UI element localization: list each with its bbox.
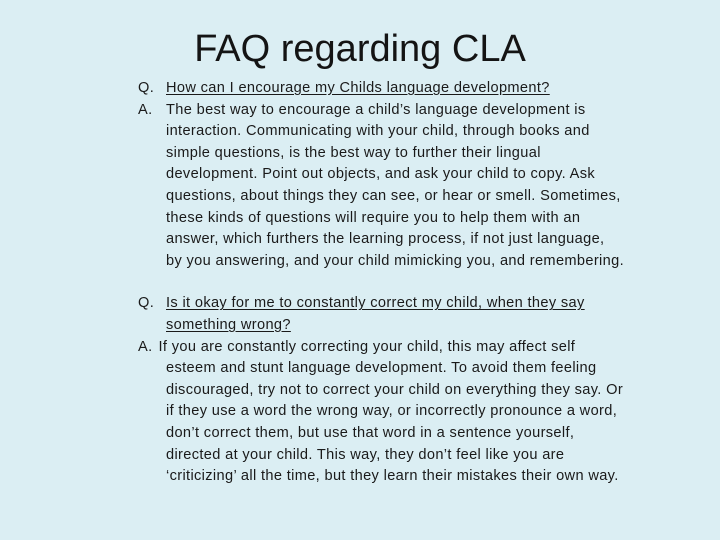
answer-prefix: A. [138,101,153,118]
answer-prefix: A. [138,338,153,355]
answer-text: If you are constantly correcting your child, this may affect self esteem and stunt language development. To avoid them feeling discouraged, try not to correct your child on everything they say. Or if they use a word the wrong way, or incorrectly pronounce a word, don’t correct them, but use that word in a sentence yourself, directed at your child. This way, they don’t feel like you are ‘criticizing’ all the time, but they learn their mistakes their own way. [158,338,624,485]
faq-item [138,293,624,487]
faq-list [138,78,624,488]
faq-answer [138,337,624,488]
question-text: How can I encourage my Childs language development? [166,80,550,96]
slide-title [0,24,720,74]
question-prefix: Q. [138,80,155,96]
faq-question [138,293,624,336]
question-text: Is it okay for me to constantly correct my child, when they say something wrong? [166,295,585,333]
faq-question [138,78,624,100]
faq-item [138,78,624,272]
answer-text: The best way to encourage a child’s language development is interaction. Communicating with your child, through books and simple questions, is the best way to further their lingual development. Point out objects, and ask your child to copy. Ask questions, about things they can see, or hear or smell. Sometimes, these kinds of questions will require you to help them with an answer, which furthers the learning process, if not just language, by you answering, and your child mimicking you, and remembering. [166,101,624,269]
faq-answer [138,100,624,273]
slide-title-text: FAQ regarding CLA [194,28,526,70]
question-prefix: Q. [138,295,155,312]
